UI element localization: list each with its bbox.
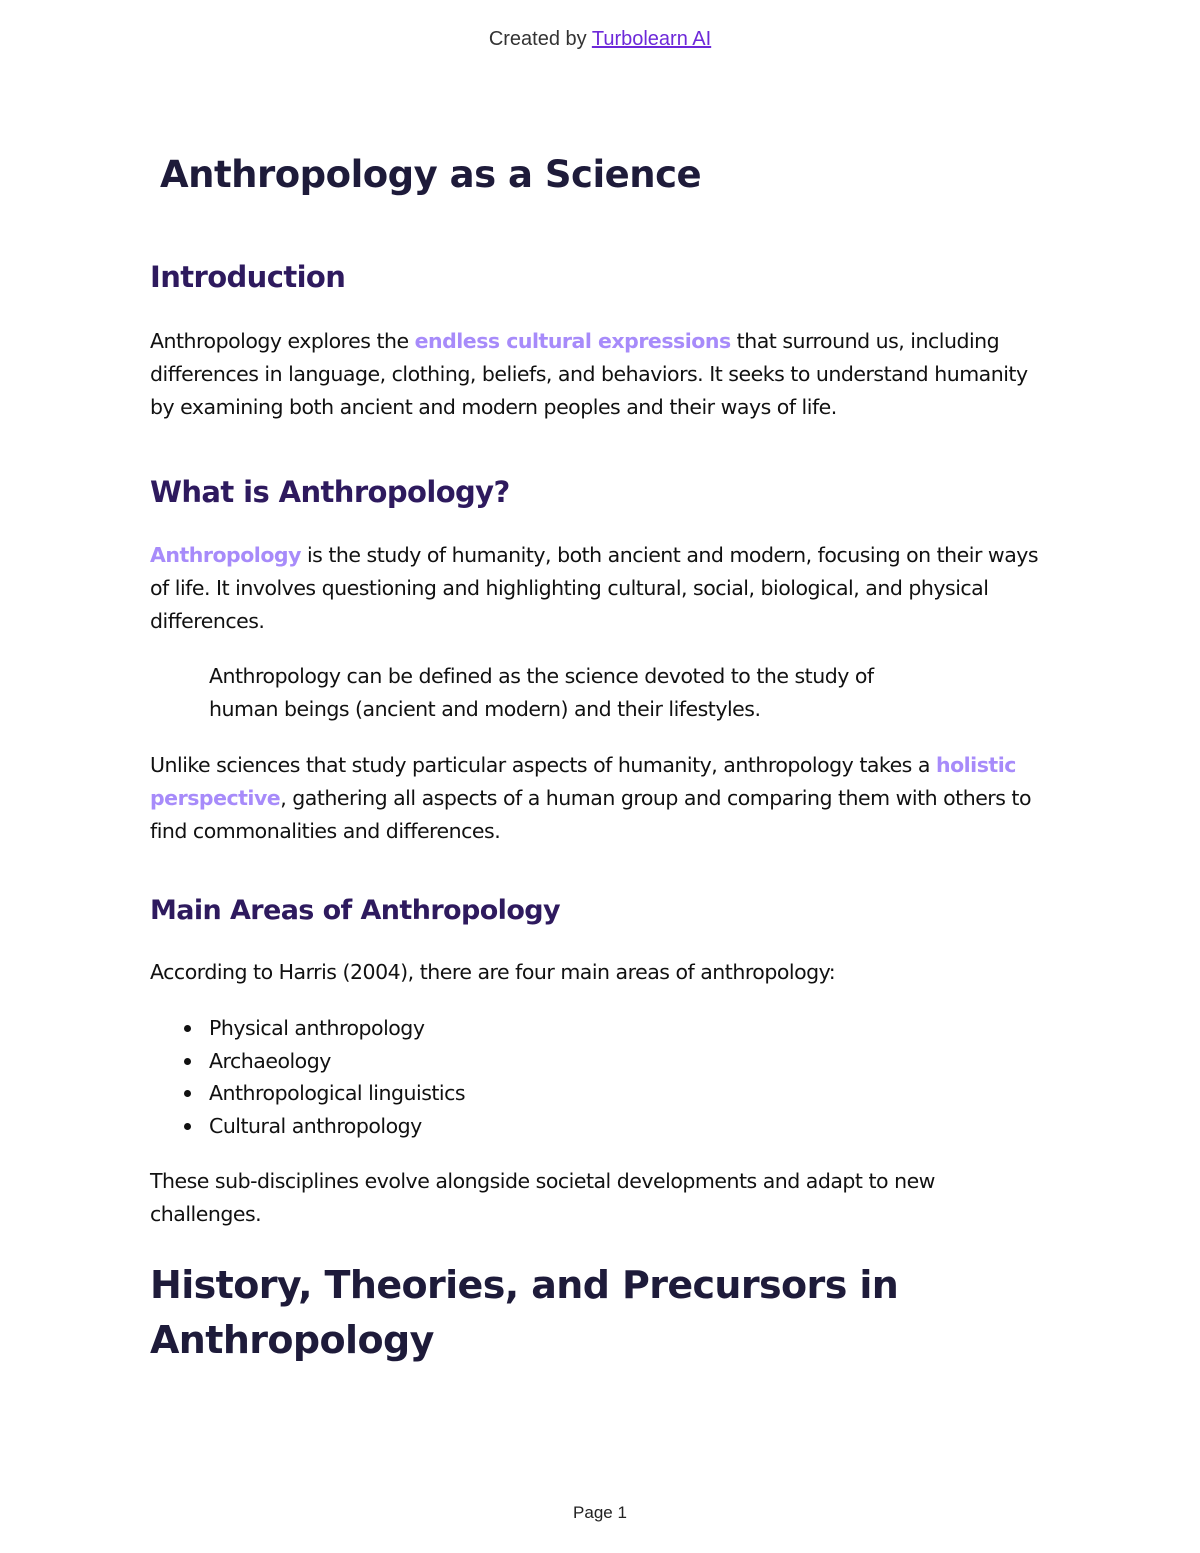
holistic-text-after: , gathering all aspects of a human group and comparing them with others to find commonalities and differences. <box>150 786 1032 843</box>
list-item <box>184 1077 465 1110</box>
page-title: Anthropology as a Science <box>160 153 702 196</box>
list-item-label: Anthropological linguistics <box>209 1081 466 1105</box>
main-areas-intro: According to Harris (2004), there are four main areas of anthropology: <box>150 960 836 984</box>
list-item-label: Physical anthropology <box>209 1016 425 1040</box>
bullet-icon <box>184 1090 191 1097</box>
header-prefix: Created by <box>488 28 587 50</box>
bullet-icon <box>184 1058 191 1065</box>
areas-list <box>184 1012 465 1142</box>
introduction-heading: Introduction <box>150 260 346 294</box>
intro-text-after: that surround us, including differences in language, clothing, beliefs, and behaviors. It seeks to understand humanity by examining both ancient and modern peoples and their ways of life. <box>150 329 1028 419</box>
intro-highlight: endless cultural expressions <box>414 329 731 353</box>
definition-quote <box>209 660 1009 726</box>
turbolearn-link[interactable]: Turbolearn AI <box>591 28 712 50</box>
intro-text-before: Anthropology explores the <box>150 329 415 353</box>
quote-line-1: Anthropology can be defined as the science devoted to the study of <box>209 664 874 688</box>
what-is-highlight: Anthropology <box>150 543 301 567</box>
holistic-paragraph <box>150 749 1050 848</box>
page-number: Page 1 <box>573 1503 627 1522</box>
page-header <box>0 28 1200 51</box>
what-is-paragraph <box>150 539 1050 638</box>
list-item <box>184 1045 465 1078</box>
what-is-text: is the study of humanity, both ancient and modern, focusing on their ways of life. It involves questioning and highlighting cultural, social, biological, and physical differences. <box>150 543 1039 633</box>
main-areas-closing: These sub-disciplines evolve alongside societal developments and adapt to new challenges. <box>150 1169 935 1226</box>
list-item-label: Cultural anthropology <box>209 1113 422 1138</box>
list-item <box>184 1110 465 1143</box>
list-item-label: Archaeology <box>209 1048 331 1073</box>
history-heading: History, Theories, and Precursors in Anthropology <box>150 1263 899 1362</box>
bullet-icon <box>184 1123 191 1130</box>
list-item <box>184 1012 465 1045</box>
what-is-heading: What is Anthropology? <box>150 475 510 509</box>
introduction-paragraph <box>150 325 1050 424</box>
holistic-highlight: holistic perspective <box>150 753 1016 810</box>
holistic-text-before: Unlike sciences that study particular aspects of humanity, anthropology takes a <box>150 753 936 777</box>
bullet-icon <box>184 1025 191 1032</box>
main-areas-heading: Main Areas of Anthropology <box>150 895 560 926</box>
quote-line-2: human beings (ancient and modern) and their lifestyles. <box>209 697 761 721</box>
